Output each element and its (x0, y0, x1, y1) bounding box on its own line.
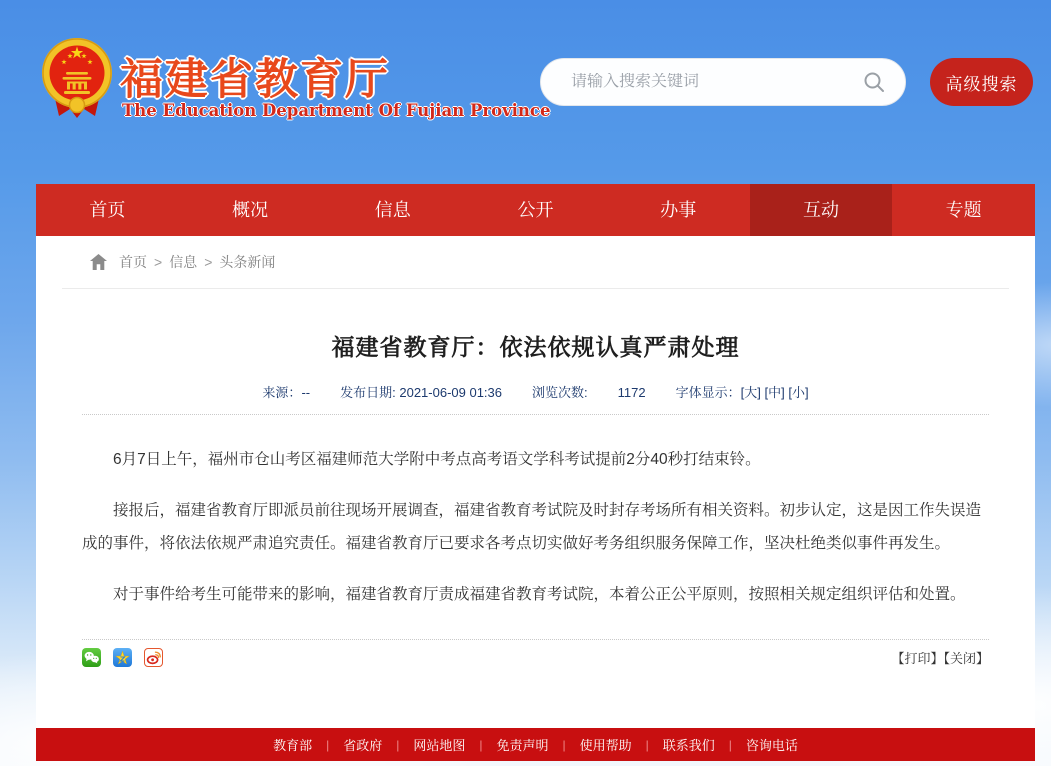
nav-item-services[interactable]: 办事 (660, 200, 697, 220)
footer-separator: | (562, 737, 566, 752)
breadcrumb (62, 236, 1009, 289)
content-card (36, 236, 1035, 728)
share-buttons (82, 648, 163, 667)
main-nav (36, 184, 1035, 236)
print-button[interactable]: 【打印】 (891, 651, 944, 666)
search-icon[interactable] (863, 71, 885, 93)
breadcrumb-separator: > (204, 254, 213, 270)
article (36, 329, 1035, 667)
article-tools-row (82, 648, 989, 667)
nav-item-home[interactable]: 首页 (89, 200, 126, 220)
footer-link-disclaimer[interactable]: 免责声明 (496, 738, 549, 753)
meta-fontsize-label: 字体显示： (675, 385, 741, 400)
breadcrumb-info[interactable]: 信息 (169, 254, 198, 270)
close-button[interactable]: 【关闭】 (943, 651, 989, 666)
national-emblem-logo (40, 36, 114, 124)
footer-separator: | (326, 737, 330, 752)
footer-separator: | (396, 737, 400, 752)
footer-link-provincial-gov[interactable]: 省政府 (343, 738, 383, 753)
site-title: 福建省教育厅 (120, 56, 390, 104)
article-paragraph: 对于事件给考生可能带来的影响，福建省教育厅责成福建省教育考试院，本着公正公平原则，按照相关规定组织评估和处置。 (113, 586, 966, 603)
meta-source-label: 来源： (262, 385, 302, 400)
meta-date-label: 发布日期: (340, 385, 396, 400)
font-size-small-button[interactable]: [小] (788, 385, 809, 400)
footer-link-help[interactable]: 使用帮助 (579, 738, 632, 753)
font-size-large-button[interactable]: [大] (740, 385, 761, 400)
meta-source-value: -- (301, 385, 311, 400)
footer-link-contact[interactable]: 联系我们 (662, 738, 715, 753)
footer-separator: | (479, 737, 483, 752)
article-body (82, 443, 989, 611)
advanced-search-button[interactable]: 高级搜索 (930, 58, 1033, 106)
dotted-divider-top (82, 414, 989, 415)
site-subtitle: The Education Department Of Fujian Province (122, 101, 551, 120)
font-size-medium-button[interactable]: [中] (764, 385, 785, 400)
search-box[interactable] (540, 58, 906, 106)
nav-item-info[interactable]: 信息 (374, 200, 411, 220)
nav-item-overview[interactable]: 概况 (232, 200, 269, 220)
site-footer (36, 728, 1035, 761)
dotted-divider-bottom (82, 639, 989, 640)
article-title: 福建省教育厅：依法依规认真严肃处理 (331, 334, 740, 360)
window-actions (891, 648, 989, 667)
breadcrumb-home[interactable]: 首页 (119, 254, 147, 270)
nav-item-public[interactable]: 公开 (517, 200, 554, 220)
breadcrumb-headline-news[interactable]: 头条新闻 (219, 254, 276, 270)
meta-views-value: 1172 (617, 385, 646, 400)
nav-item-interact[interactable]: 互动 (750, 184, 893, 236)
weibo-share-icon[interactable] (144, 648, 163, 667)
article-paragraph: 6月7日上午，福州市仓山考区福建师范大学附中考点高考语文学科考试提前2分40秒打结束铃。 (113, 451, 761, 468)
footer-separator: | (645, 737, 649, 752)
meta-views-label: 浏览次数: (532, 385, 588, 400)
wechat-share-icon[interactable] (82, 648, 101, 667)
footer-link-phone[interactable]: 咨询电话 (745, 738, 798, 753)
footer-link-moe[interactable]: 教育部 (273, 738, 313, 753)
breadcrumb-separator: > (154, 254, 163, 270)
nav-item-topics[interactable]: 专题 (945, 200, 982, 220)
footer-link-sitemap[interactable]: 网站地图 (413, 738, 466, 753)
article-paragraph: 接报后，福建省教育厅即派员前往现场开展调查，福建省教育考试院及时封存考场所有相关资料。初步认定，这是因工作失误造成的事件，将依法依规严肃追究责任。福建省教育厅已要求各考点切实做好考务组织服务保障工作，坚决杜绝类似事件再发生。 (82, 502, 982, 552)
search-input[interactable] (571, 73, 863, 91)
footer-separator: | (728, 737, 732, 752)
article-meta (82, 382, 989, 401)
meta-date-value: 2021-06-09 01:36 (399, 385, 503, 400)
site-header (0, 0, 1051, 184)
home-icon[interactable] (90, 254, 107, 270)
qzone-share-icon[interactable] (113, 648, 132, 667)
